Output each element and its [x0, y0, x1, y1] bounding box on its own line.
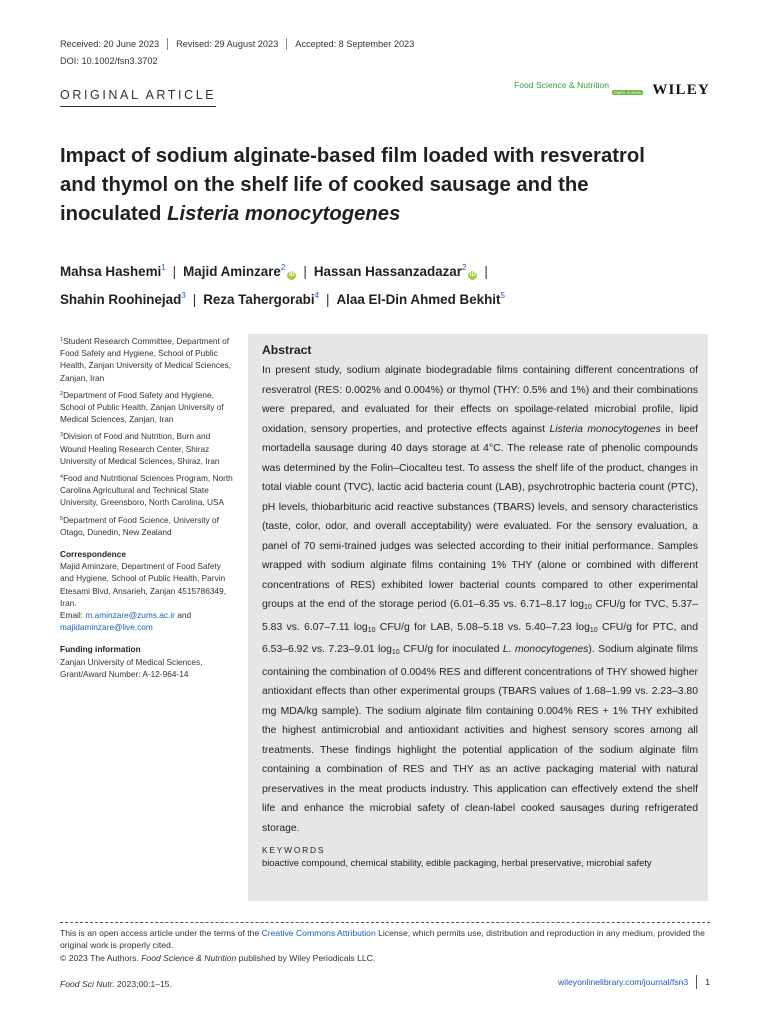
- abstract-heading: Abstract: [262, 343, 312, 357]
- author-5[interactable]: Reza Tahergorabi$^4$: [203, 291, 320, 307]
- sidebar-info: [60, 334, 236, 680]
- affiliation-2: $^2$Department of Food Safety and Hygiene, School of Public Health, Zanjan University of Medical Sciences, Zanjan, Iran: [60, 389, 224, 425]
- keywords-heading: KEYWORDS: [262, 845, 326, 855]
- email-link-2[interactable]: majidaminzare@live.com: [60, 622, 153, 633]
- footer-citation: Food Sci Nutr. 2023;00:1–15.: [60, 979, 172, 989]
- orcid-icon[interactable]: iD: [288, 272, 295, 278]
- author-5-aff: 4: [314, 291, 320, 300]
- article-type: ORIGINAL ARTICLE: [60, 88, 216, 107]
- author-1[interactable]: Mahsa Hashemi$^1$: [60, 263, 166, 279]
- title-line-3: inoculated: [60, 203, 168, 225]
- title-line-2: and thymol on the shelf life of cooked sausage and the: [60, 174, 589, 196]
- author-separator: |: [326, 292, 330, 307]
- cc-license-link[interactable]: Creative Commons Attribution: [261, 928, 376, 938]
- abstract-text: In present study, sodium alginate biodegradable films containing different concentrations of resveratrol (RES: 0.002% and 0.004%) or thymol (THY: 0.5% and 1%) and their combinations were prepared, and evaluated for their effects on spoilage-related microbial profile, lipid oxidation, sensory properties, and protective effects against Listeria monocytogenes in beef mortadella sausage during 40 days storage at 4°C. The release rate of phenolic compounds was determined by the Folin–Ciocalteu test. To assess the shelf life of the product, changes in total viable count (TVC), lactic acid bacteria count (LAB), psychrotrophic bacteria count (PTC), pH levels, thiobarbituric acid reactive substances (TBARS) levels, and sensory characteristics (taste, color, odor, and overall acceptability) were evaluated. For the sensory evaluation, a panel of 70 semi-trained judges was selected according to their initial performance. Samples wrapped with sodium alginate films containing 1% THY (alone or combined with different concentrations of RES) exhibited lower bacterial counts compared to other experimental groups at the end of the storage period (6.01–6.35 vs. 6.71–8.17 $\log_{10} CFU/g$ for TVC, 5.37–5.83 vs. 6.07–7.11 $\log_{10} CFU/g$ for LAB, 5.08–5.18 vs. 5.40–7.23 $\log_{10} CFU/g$ for PTC, and 6.53–6.92 vs. 7.23–9.01 $\log_{10} CFU/g$ for inoculated L. monocytogenes). Sodium alginate films containing the combination of 0.004% RES and different concentrations of THY showed higher antioxidant effects than other experimental groups (TBARS values of 1.68–1.99 vs. 2.23–3.80 mg MDA/kg sample). The sodium alginate film containing 0.004% RES + 1% THY exhibited the highest antimicrobial and antioxidant activities and highest sensory scores among all treatments. These findings highlight the potential application of the sodium alginate film containing a combination of RES and THY as an active packaging material with natural preservatives in the meat products industry. This application can effectively extend the shelf life and enhance the microbial safety of clean-label cooked sausages during refrigerated storage.: [262, 365, 698, 834]
- article-title: [60, 142, 700, 229]
- funding-heading: Funding information: [60, 644, 141, 655]
- title-species: Listeria monocytogenes: [167, 203, 401, 225]
- author-separator: |: [172, 264, 177, 279]
- author-4-aff: 3: [181, 291, 186, 300]
- keywords-text: bioactive compound, chemical stability, edible packaging, herbal preservative, microbial safety: [262, 857, 652, 868]
- article-dates: [60, 38, 422, 50]
- footer-right: [558, 975, 710, 989]
- author-6-aff: 5: [500, 291, 505, 300]
- journal-name: Food Science & Nutrition: [514, 80, 610, 90]
- author-3[interactable]: Hassan Hassanzadazar$^2$iD: [313, 263, 476, 279]
- author-separator: |: [484, 264, 488, 279]
- abstract-box: [248, 334, 708, 901]
- author-2[interactable]: Majid Aminzare$^2$iD: [183, 263, 295, 279]
- email-link-1[interactable]: m.aminzare@zums.ac.ir: [85, 610, 175, 621]
- correspondence-heading: Correspondence: [60, 549, 126, 560]
- affiliation-5: $^5$Department of Food Science, University of Otago, Dunedin, New Zealand: [60, 514, 219, 537]
- affiliation-3: $^3$Division of Food and Nutrition, Burn and Wound Healing Research Center, Shiraz University of Medical Sciences, Shiraz, Iran: [60, 431, 220, 466]
- author-4[interactable]: Shahin Roohinejad$^3$: [60, 291, 186, 307]
- affiliation-4: $^4$Food and Nutritional Sciences Program, North Carolina Agricultural and Technical State University, Greensboro, North Carolina, USA: [60, 473, 233, 508]
- author-separator: |: [192, 292, 197, 307]
- journal-url-link[interactable]: wileyonlinelibrary.com/journal/fsn3: [557, 977, 689, 987]
- license-notice: This is an open access article under the terms of the Creative Commons Attribution License, which permits use, distribution and reproduction in any medium, provided the original work is properly cited. © 2023 The Authors. Food Science & Nutrition published by Wiley Periodicals LLC.: [60, 922, 710, 964]
- open-access-badge: Open Access: [614, 90, 642, 95]
- author-list: [60, 256, 700, 312]
- page-number: 1: [696, 975, 710, 989]
- correspondence-text: Majid Aminzare, Department of Food Safety and Hygiene, School of Public Health, Parvin Etesami Blvd, Ansarieh, Zanjan 4515786349, Iran. Email: m.aminzare@zums.ac.ir and majidaminzare@live.com: [60, 561, 227, 633]
- title-line-1: Impact of sodium alginate-based film loaded with resveratrol: [60, 145, 645, 167]
- publisher-logo: WILEY: [652, 82, 710, 98]
- affiliation-1: $^1$Student Research Committee, Department of Food Safety and Hygiene, School of Public Health, Zanjan University of Medical Sciences, Zanjan, Iran: [60, 336, 232, 383]
- author-1-aff: 1: [161, 263, 166, 272]
- author-2-aff: 2: [280, 263, 286, 272]
- journal-logo: [514, 80, 710, 102]
- doi[interactable]: DOI: 10.1002/fsn3.3702: [60, 56, 158, 66]
- funding-text: Zanjan University of Medical Sciences, Grant/Award Number: A-12-964-14: [60, 656, 203, 679]
- accepted-date: Accepted: 8 September 2023: [286, 38, 422, 50]
- received-date: Received: 20 June 2023: [60, 39, 160, 49]
- revised-date: Revised: 29 August 2023: [167, 38, 286, 50]
- author-3-aff: 2: [461, 263, 467, 272]
- orcid-icon[interactable]: iD: [469, 272, 476, 278]
- author-6[interactable]: Alaa El-Din Ahmed Bekhit$^5$: [336, 291, 505, 307]
- author-separator: |: [303, 264, 307, 279]
